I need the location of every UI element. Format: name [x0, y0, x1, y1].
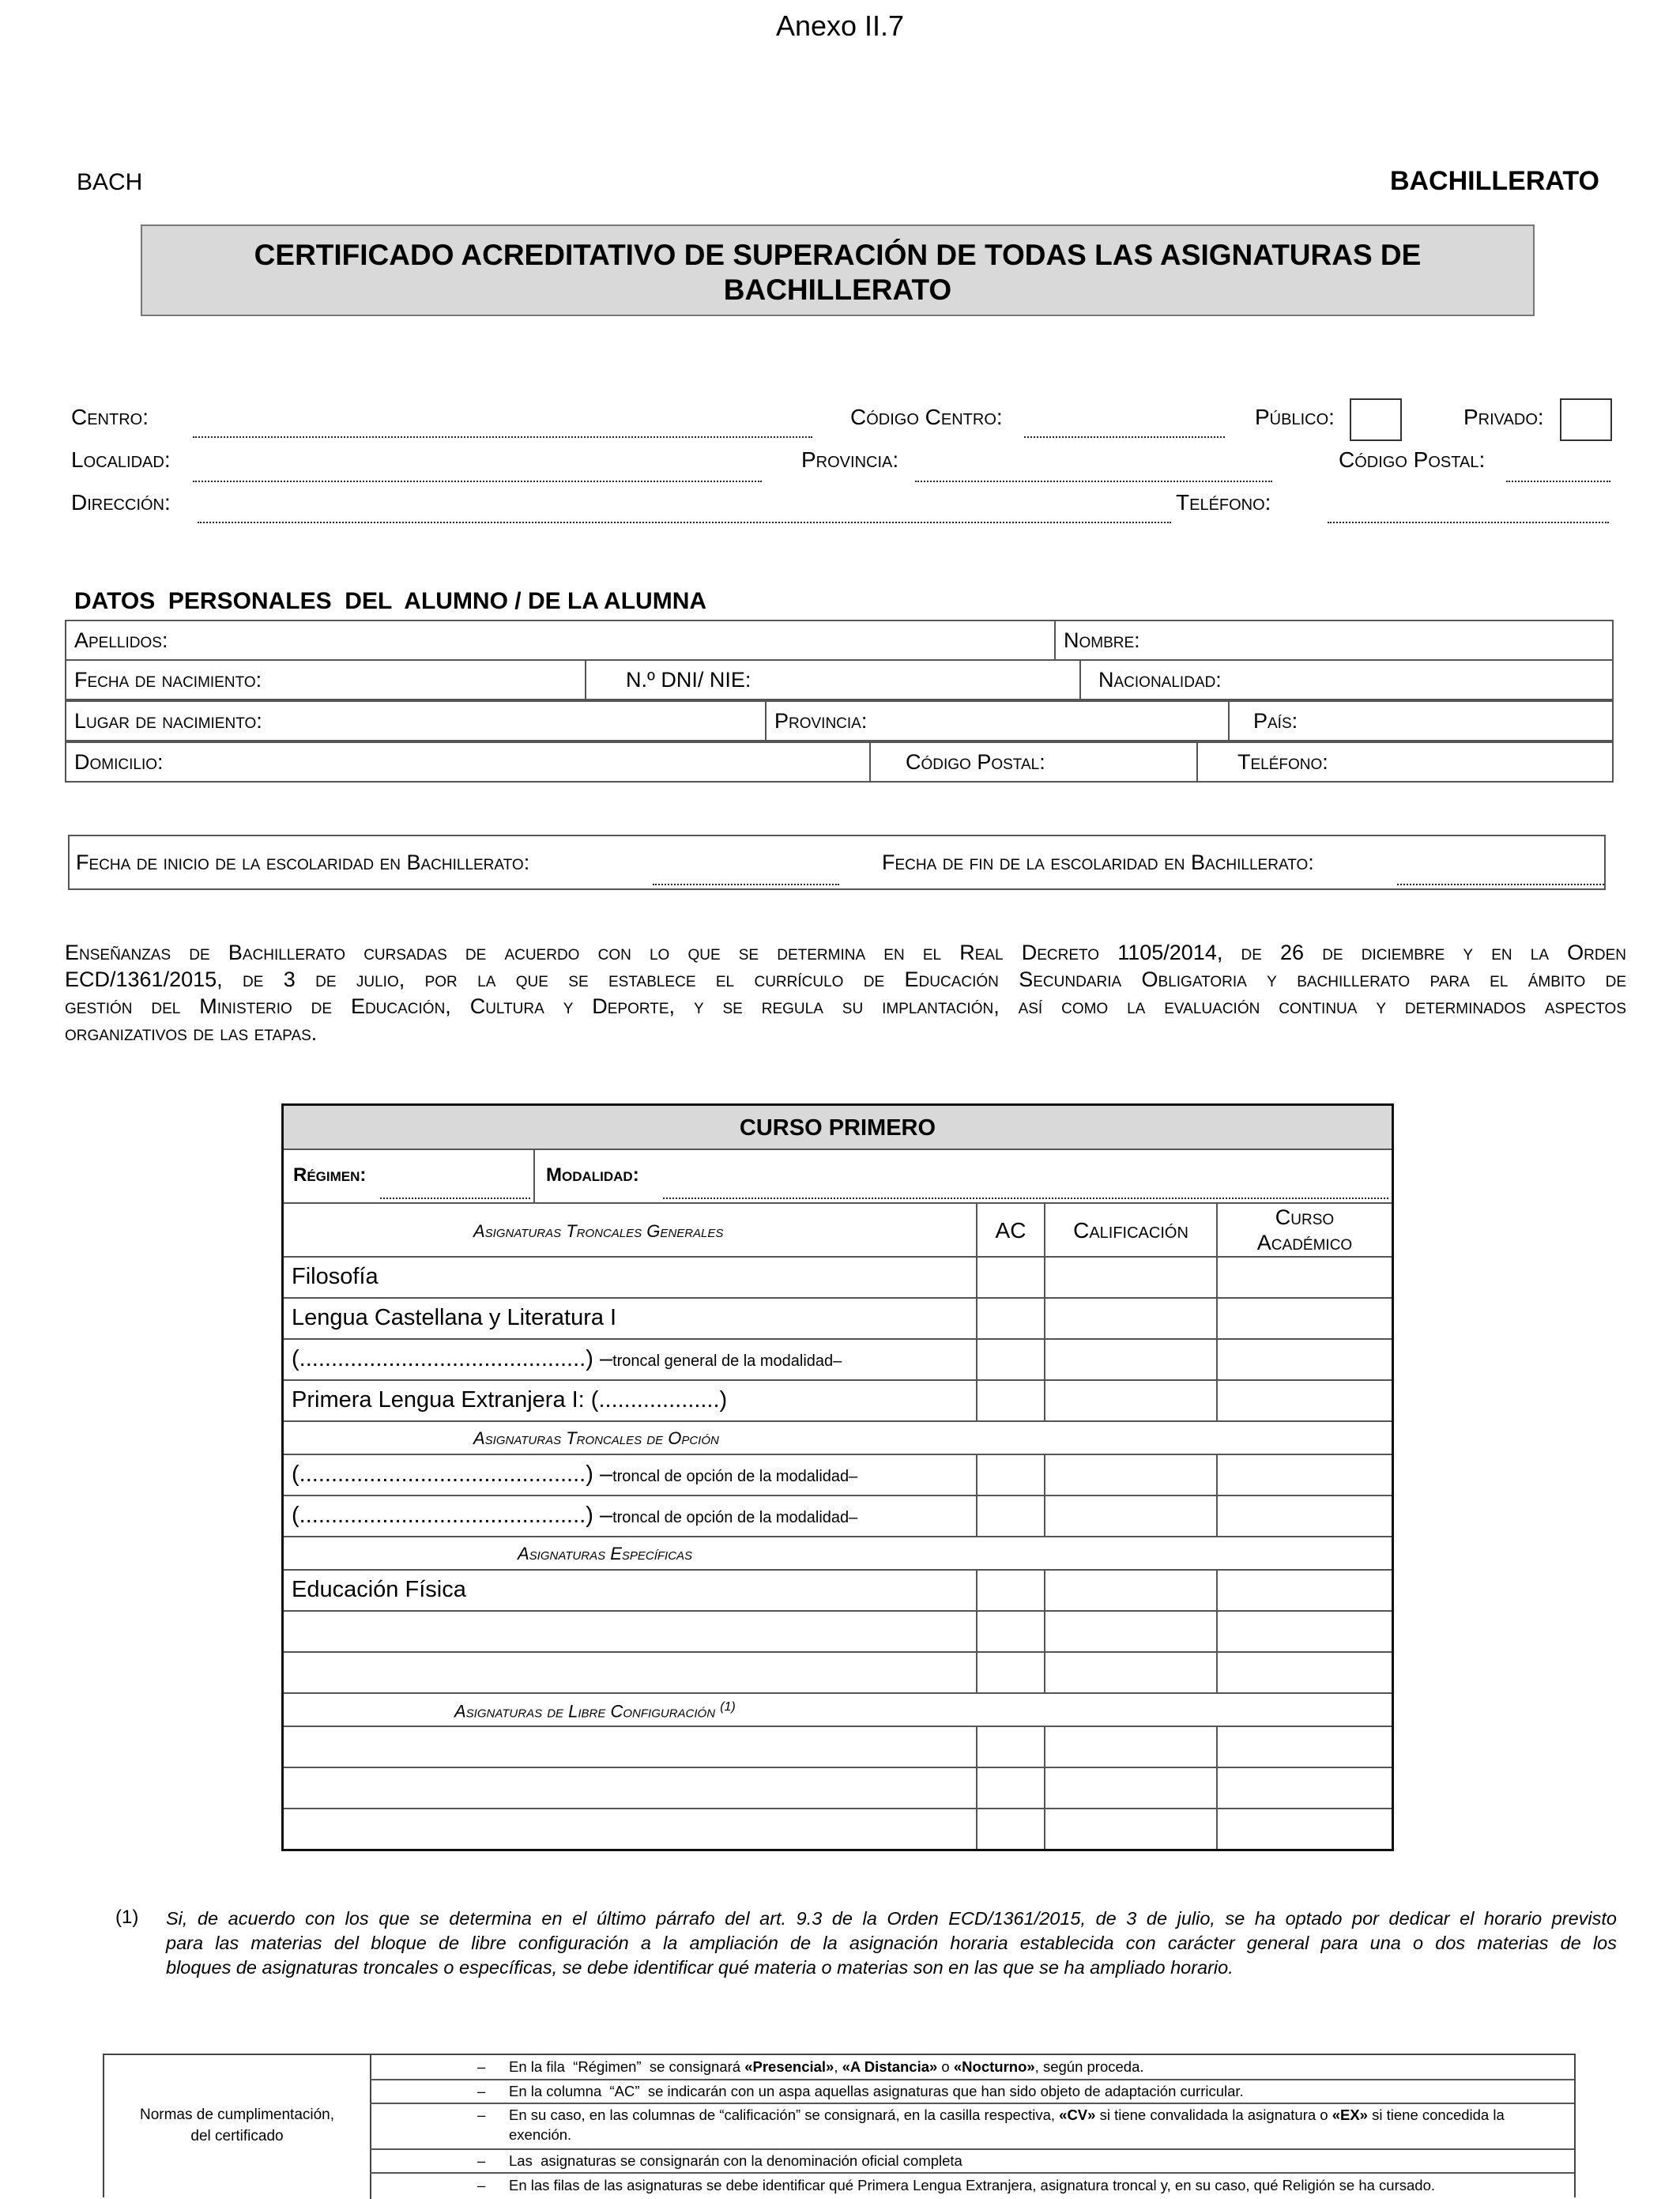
subject-row-especifica-blank-1[interactable]: [284, 1612, 1392, 1653]
rule-dash-5: –: [477, 2177, 486, 2193]
modalidad-label: Modalidad:: [546, 1164, 639, 1186]
rule-item-3: [370, 2103, 1574, 2150]
centro-field[interactable]: [193, 436, 812, 438]
footnote-line-2: para las materias del bloque de libre configuración a la ampliación de la asignación horaria establecida con carácter general para una o dos materias de los: [166, 1933, 1617, 1953]
legal-line-4: organizativos de las etapas.: [65, 1021, 318, 1045]
subject-row-especifica-blank-2[interactable]: [284, 1653, 1392, 1694]
subject-troncal-general[interactable]: [292, 1346, 842, 1372]
rules-label-line2: del certificado: [190, 2128, 284, 2144]
fecha-inicio-field[interactable]: [653, 884, 839, 885]
opcion-1-note: troncal de opción de la modalidad–: [612, 1468, 858, 1485]
cat-libre-label: Asignaturas de Libre Configuración: [454, 1701, 716, 1722]
course-table: [281, 1103, 1394, 1851]
provincia-field[interactable]: [915, 481, 1272, 482]
col-academico: Académico: [1256, 1231, 1353, 1254]
publico-checkbox[interactable]: [1350, 398, 1402, 441]
subject-opcion-2[interactable]: [292, 1503, 857, 1529]
dni-label: N.º DNI/ NIE:: [626, 667, 751, 692]
subject-row-opcion-2: [284, 1496, 1392, 1537]
opcion-2-note: troncal de opción de la modalidad–: [612, 1509, 858, 1526]
rule-text-3: En su caso, en las columnas de “calificación” se consignará, en la casilla respectiva, «CV» si tiene convalidada la asignatura o «EX» si tiene concedida la: [509, 2107, 1505, 2123]
annex-label: Anexo II.7: [775, 9, 905, 42]
cat-libre-footnote-ref: (1): [720, 1700, 736, 1714]
codigo-postal-field[interactable]: [1506, 481, 1610, 482]
rule-item-2: [370, 2079, 1574, 2104]
centro-label: Centro:: [71, 405, 149, 429]
localidad-field[interactable]: [193, 481, 762, 482]
pais-label: País:: [1253, 708, 1298, 733]
privado-label: Privado:: [1463, 405, 1544, 429]
telefono-field[interactable]: [1328, 522, 1609, 523]
apellidos-cell[interactable]: [66, 620, 1055, 660]
footnote-line-3: bloques de asignaturas troncales o específicas, se debe identificar qué materia o materias son en las que se ha ampliado horario.: [166, 1957, 1234, 1978]
subject-row-libre-blank-2[interactable]: [284, 1768, 1392, 1809]
cat-troncales-opcion: Asignaturas Troncales de Opción: [473, 1428, 719, 1448]
subject-row-troncal-general: [284, 1340, 1392, 1381]
rule-item-4: [370, 2148, 1574, 2174]
col-calificacion: Calificación: [1073, 1218, 1188, 1243]
subject-row-libre-blank-3[interactable]: [284, 1809, 1392, 1849]
certificate-title-line2: BACHILLERATO: [723, 273, 952, 306]
nombre-cell[interactable]: [1055, 620, 1613, 660]
codigo-centro-label: Código Centro:: [850, 405, 1003, 429]
schooling-box: [68, 835, 1606, 890]
subject-educacion-fisica: Educación Física: [292, 1577, 466, 1602]
footnote-text: [166, 1907, 1617, 1980]
legal-line-1: Enseñanzas de Bachillerato cursadas de acuerdo con lo que se determina en el Real Decreto 1105/2014, de 26 de diciembre y en la Orden: [65, 941, 1627, 964]
rule-text-2: En la columna “AC” se indicarán con un aspa aquellas asignaturas que han sido objeto de adaptación curricular.: [509, 2083, 1244, 2099]
regimen-label: Régimen:: [293, 1164, 367, 1186]
nacionalidad-label: Nacionalidad:: [1098, 667, 1222, 692]
course-title-row: [284, 1106, 1392, 1150]
personal-row-1: [65, 620, 1614, 661]
pais-cell[interactable]: [1229, 701, 1613, 741]
column-header-row: [284, 1204, 1392, 1258]
legal-paragraph: [65, 939, 1626, 1047]
certificate-title-box: [141, 224, 1535, 316]
nombre-label: Nombre:: [1064, 628, 1140, 652]
rule-text-5: En las filas de las asignaturas se debe identificar qué Primera Lengua Extranjera, asignatura troncal y, en su caso, qué Religión se ha cursado.: [509, 2177, 1436, 2193]
rule-item-1: [370, 2055, 1574, 2080]
telefono-alumno-label: Teléfono:: [1237, 749, 1328, 774]
subject-row-libre-blank-1[interactable]: [284, 1727, 1392, 1768]
fecha-nac-label: Fecha de nacimiento:: [74, 667, 262, 692]
personal-row-2: [65, 659, 1614, 700]
opcion-1-dots: (.............................................) –: [292, 1462, 613, 1487]
modalidad-field[interactable]: [663, 1198, 1388, 1199]
dni-cell[interactable]: [586, 660, 1080, 700]
direccion-field[interactable]: [198, 522, 1171, 523]
telefono-label: Teléfono:: [1176, 490, 1271, 515]
publico-label: Público:: [1255, 405, 1335, 429]
col-ac: AC: [995, 1218, 1026, 1243]
subject-filosofia: Filosofía: [292, 1264, 379, 1289]
apellidos-label: Apellidos:: [74, 628, 168, 652]
localidad-label: Localidad:: [71, 447, 171, 472]
personal-data-heading: DATOS PERSONALES DEL ALUMNO / DE LA ALUMNA: [74, 588, 707, 614]
cat-row-especificas: [284, 1537, 1392, 1571]
regimen-row: [284, 1150, 1392, 1204]
fecha-fin-field[interactable]: [1397, 884, 1604, 885]
codigo-postal-label: Código Postal:: [1339, 447, 1486, 472]
rule-dash-2: –: [477, 2083, 486, 2099]
level-title: BACHILLERATO: [1389, 166, 1599, 196]
level-code: BACH: [77, 169, 143, 195]
rule-dash-3: –: [477, 2107, 486, 2123]
codigo-postal-alumno-cell[interactable]: [870, 742, 1197, 782]
troncal-general-note: troncal general de la modalidad–: [612, 1352, 842, 1370]
fecha-nac-cell[interactable]: [66, 660, 586, 700]
cat-especificas: Asignaturas Específicas: [518, 1544, 693, 1563]
provincia-nac-label: Provincia:: [774, 708, 868, 733]
footnote-marker: (1): [115, 1907, 139, 1928]
rule-item-5: [370, 2172, 1574, 2197]
codigo-centro-field[interactable]: [1024, 436, 1225, 438]
direccion-label: Dirección:: [71, 490, 171, 515]
regimen-field[interactable]: [380, 1198, 530, 1199]
privado-checkbox[interactable]: [1560, 398, 1612, 441]
personal-row-4: [65, 741, 1614, 783]
personal-row-3: [65, 700, 1614, 741]
provincia-nac-cell[interactable]: [766, 701, 1229, 741]
subject-row-educacion-fisica: [284, 1571, 1392, 1612]
legal-line-3: gestión del Ministerio de Educación, Cultura y Deporte, y se regula su implantación, así como la evaluación continua y determinados aspectos: [65, 994, 1626, 1018]
col-curso: Curso: [1275, 1205, 1335, 1229]
lugar-nac-cell[interactable]: [66, 701, 766, 741]
rule-text-3-cont: exención.: [509, 2126, 572, 2143]
course-title: CURSO PRIMERO: [739, 1115, 936, 1141]
domicilio-cell[interactable]: [66, 742, 870, 782]
fecha-fin-label: Fecha de fin de la escolaridad en Bachillerato:: [882, 851, 1314, 874]
rules-box: [103, 2054, 1576, 2197]
legal-line-2: ECD/1361/2015, de 3 de julio, por la que se establece el currículo de Educación Secundaria Obligatoria y bachillerato para el ámbito de: [65, 967, 1626, 991]
subject-primera-lengua[interactable]: Primera Lengua Extranjera I: (...................): [292, 1387, 728, 1413]
cat-libre: [454, 1700, 736, 1722]
provincia-label: Provincia:: [801, 447, 899, 472]
lugar-nac-label: Lugar de nacimiento:: [74, 708, 262, 733]
certificate-title-line1: CERTIFICADO ACREDITATIVO DE SUPERACIÓN DE TODAS LAS ASIGNATURAS DE: [254, 239, 1422, 271]
subject-row-opcion-1: [284, 1455, 1392, 1496]
fecha-inicio-label: Fecha de inicio de la escolaridad en Bachillerato:: [76, 851, 530, 874]
domicilio-label: Domicilio:: [74, 749, 164, 774]
rules-label: [104, 2104, 370, 2147]
cat-troncales-generales: Asignaturas Troncales Generales: [473, 1221, 724, 1241]
subject-row-primera-lengua: [284, 1381, 1392, 1422]
subject-row-lengua: [284, 1299, 1392, 1340]
subject-lengua: Lengua Castellana y Literatura I: [292, 1305, 617, 1330]
codigo-postal-alumno-label: Código Postal:: [906, 749, 1045, 774]
nacionalidad-cell[interactable]: [1080, 660, 1613, 700]
telefono-alumno-cell[interactable]: [1197, 742, 1613, 782]
troncal-general-dots: (.............................................) –: [292, 1346, 613, 1371]
cat-row-opcion: [284, 1422, 1392, 1455]
subject-opcion-1[interactable]: [292, 1462, 857, 1488]
cat-row-libre: [284, 1694, 1392, 1727]
rules-label-line1: Normas de cumplimentación,: [139, 2107, 335, 2123]
footnote-line-1: Si, de acuerdo con los que se determina en el último párrafo del art. 9.3 de la Orden ECD/1361/2015, de 3 de julio, se ha optado por dedicar el horario previsto: [166, 1908, 1617, 1929]
rule-dash-4: –: [477, 2152, 486, 2169]
rule-text-1: En la fila “Régimen” se consignará «Presencial», «A Distancia» o «Nocturno», según proceda.: [509, 2058, 1144, 2075]
opcion-2-dots: (.............................................) –: [292, 1503, 613, 1528]
rule-dash-1: –: [477, 2058, 486, 2075]
subject-row-filosofia: [284, 1258, 1392, 1299]
rule-text-4: Las asignaturas se consignarán con la denominación oficial completa: [509, 2152, 962, 2169]
